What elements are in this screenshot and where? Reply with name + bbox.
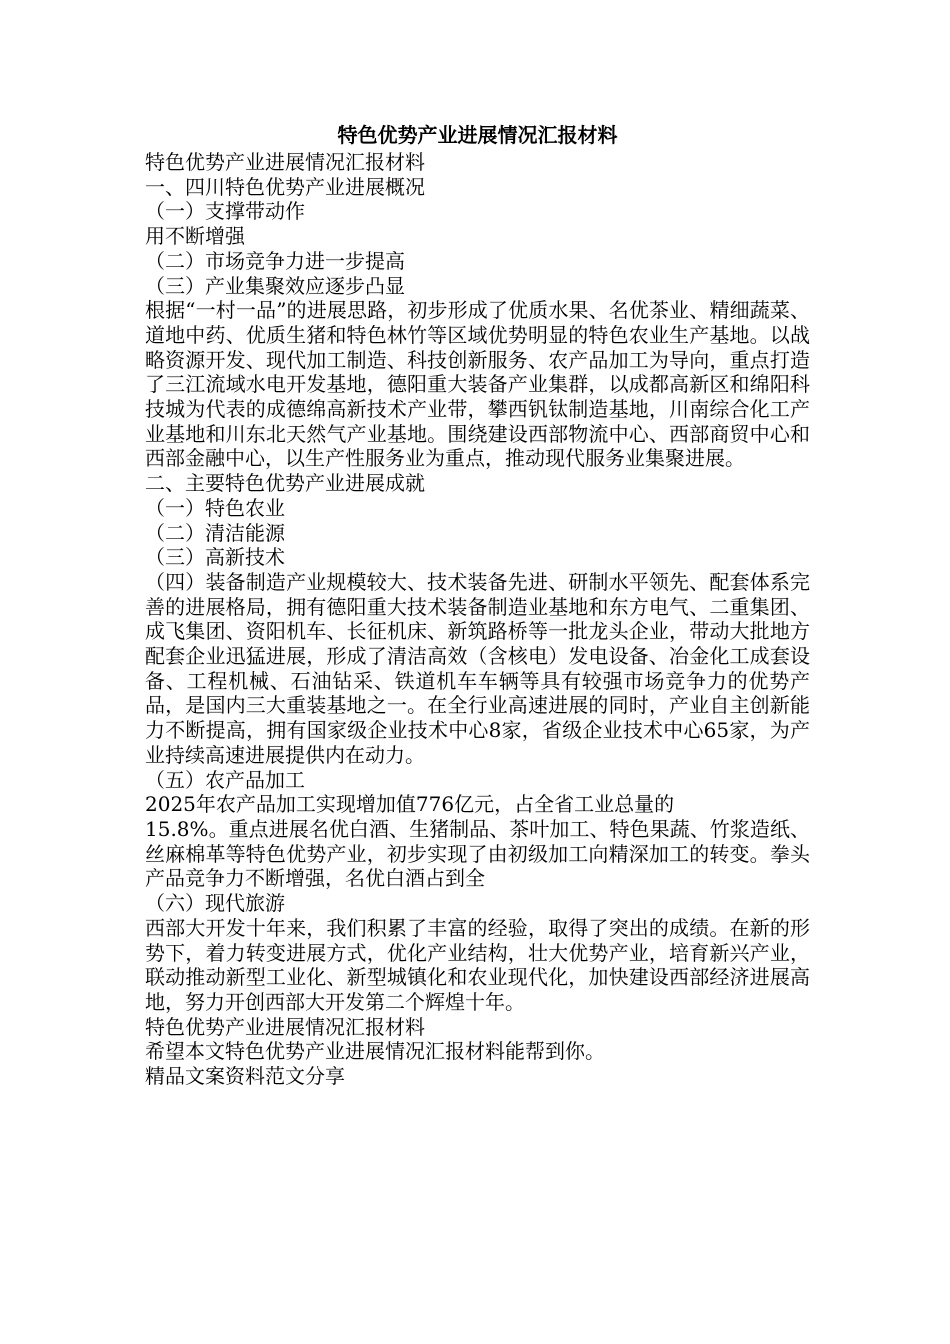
subsection-heading: （二）市场竞争力进一步提高 [145,248,405,273]
text-line: 2025年农产品加工实现增加值776亿元，占全省工业总量的 [145,792,675,817]
subsection-heading: （一）特色农业 [145,495,285,520]
subsection-heading: （三）产业集聚效应逐步凸显 [145,273,405,298]
document-page [145,120,810,1089]
text-line: 希望本文特色优势产业进展情况汇报材料能帮到你。 [145,1039,605,1064]
text-line: 用不断增强 [145,224,245,249]
subsection-heading: （一）支撑带动作 [145,199,305,224]
section-heading: 一、四川特色优势产业进展概况 [145,174,425,199]
body-paragraph: 根据“一村一品”的进展思路，初步形成了优质水果、名优茶业、精细蔬菜、道地中药、优质生猪和特色林竹等区域优势明显的特色农业生产基地。以战略资源开发、现代加工制造、科技创新服务、农产品加工为导向，重点打造了三江流域水电开发基地，德阳重大装备产业集群，以成都高新区和绵阳科技城为代表的成德绵高新技术产业带，攀西钒钛制造基地，川南综合化工产业基地和川东北天然气产业基地。围绕建设西部物流中心、西部商贸中心和西部金融中心，以生产性服务业为重点，推动现代服务业集聚进展。 [145,298,810,471]
document-body [145,150,810,1089]
body-paragraph: 西部大开发十年来，我们积累了丰富的经验，取得了突出的成绩。在新的形势下，着力转变进展方式，优化产业结构，壮大优势产业，培育新兴产业，联动推动新型工业化、新型城镇化和农业现代化，加快建设西部经济进展高地，努力开创西部大开发第二个辉煌十年。 [145,915,810,1014]
document-title: 特色优势产业进展情况汇报材料 [337,123,618,147]
footer-line: 精品文案资料范文分享 [145,1064,345,1089]
text-line: 特色优势产业进展情况汇报材料 [145,1014,425,1039]
body-paragraph: （四）装备制造产业规模较大、技术装备先进、研制水平领先、配套体系完善的进展格局，拥有德阳重大技术装备制造业基地和东方电气、二重集团、成飞集团、资阳机车、长征机床、新筑路桥等一批龙头企业，带动大批地方配套企业迅猛进展，形成了清洁高效（含核电）发电设备、冶金化工成套设备、工程机械、石油钻采、铁道机车车辆等具有较强市场竞争力的优势产品，是国内三大重装基地之一。在全行业高速进展的同时，产业自主创新能力不断提高，拥有国家级企业技术中心8家，省级企业技术中心65家，为产业持续高速进展提供内在动力。 [145,569,810,767]
subsection-heading: （二）清洁能源 [145,520,285,545]
section-heading: 二、主要特色优势产业进展成就 [145,471,425,496]
subsection-heading: （六）现代旅游 [145,891,285,916]
body-paragraph: 15.8%。重点进展名优白酒、生猪制品、茶叶加工、特色果蔬、竹浆造纸、丝麻棉革等特色优势产业，初步实现了由初级加工向精深加工的转变。拳头产品竞争力不断增强，名优白酒占到全 [145,816,810,891]
subsection-heading: （三）高新技术 [145,545,285,570]
subsection-heading: （五）农产品加工 [145,767,305,792]
subtitle-line: 特色优势产业进展情况汇报材料 [145,150,425,174]
